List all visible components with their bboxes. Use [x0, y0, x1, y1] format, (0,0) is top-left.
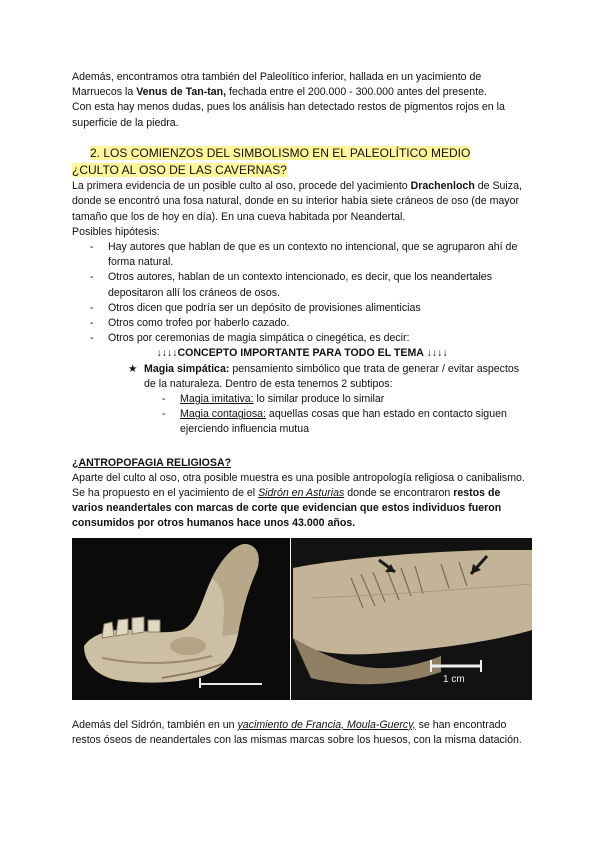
list-item: - Otros como trofeo por haberlo cazado.: [72, 316, 532, 331]
section2-heading: ¿ANTROPOFAGIA RELIGIOSA?: [72, 456, 232, 469]
magia-label: Magia simpática:: [144, 362, 230, 375]
cut-marks-photo: [291, 538, 532, 700]
list-item: [72, 392, 532, 407]
s2-text-b: donde se encontraron: [344, 487, 454, 500]
intro-text-c: fechada entre el 200.000 - 300.000 antes del presente.: [226, 86, 487, 99]
sub1-label: Magia imitativa:: [180, 393, 254, 406]
magia-simpatica-item: [72, 362, 532, 392]
hypotheses-list: [72, 240, 532, 346]
bone-figure: [72, 538, 532, 700]
cut-marks-illustration: [291, 538, 532, 700]
important-concept-line: ↓↓↓↓CONCEPTO IMPORTANTE PARA TODO EL TEMA ↓↓↓↓: [156, 347, 448, 360]
sub1-text: lo similar produce lo similar: [253, 393, 385, 406]
list-item: [72, 407, 532, 437]
section1-heading: [72, 145, 532, 179]
list-item: - Hay autores que hablan de que es un contexto no intencional, que se agruparon ahí de forma natural.: [72, 240, 532, 270]
star-icon: ★: [128, 362, 138, 375]
section1-heading-line2: ¿CULTO AL OSO DE LAS CAVERNAS?: [72, 163, 287, 178]
s1-text-a: La primera evidencia de un posible culto al oso, procede del yacimiento: [72, 180, 411, 193]
mandible-illustration: [72, 538, 290, 700]
magia-subtypes: [72, 392, 532, 438]
drachenloch-name: Drachenloch: [410, 180, 475, 193]
scale-label: 1 cm: [443, 673, 465, 685]
mandible-photo: [72, 538, 290, 700]
s2-text-a: Se ha propuesto en el yacimiento de el: [72, 487, 259, 500]
s2-p3-text-a: Además del Sidrón, también en un: [72, 718, 238, 731]
section1-heading-line1: 2. LOS COMIENZOS DEL SIMBOLISMO EN EL PALEOLÍTICO MEDIO: [90, 145, 471, 160]
section1-paragraph: [72, 179, 532, 225]
intro-text-a: Además, encontramos otra también del Paleolítico inferior, hallada en un yacimiento de Marruecos la: [72, 71, 482, 99]
magia-text: pensamiento simbólico que trata de generar / evitar aspectos de la naturaleza. Dentro de esta tenemos 2 subtipos:: [144, 362, 520, 390]
list-item: - Otros autores, hablan de un contexto intencionado, es decir, que los neandertales depositaron allí los cráneos de osos.: [72, 270, 532, 300]
hypotheses-label: Posibles hipótesis:: [72, 225, 160, 238]
s1-text-c: de Suiza, donde se encontró una fosa natural, donde en su interior había siete cráneos de oso (de mayor tamaño que los de hoy en día). En una cueva habitada por Neandertal.: [72, 180, 522, 223]
intro-text-2: Con esta hay menos dudas, pues los análisis han detectado restos de pigmentos rojos en la superficie de la piedra.: [72, 101, 505, 129]
s2-p3-text-b: se han encontrado restos óseos de neandertales con las mismas marcas sobre los huesos, con la misma datación.: [72, 718, 522, 746]
moula-guercy-link[interactable]: yacimiento de Francia, Moula-Guercy,: [237, 718, 416, 731]
s2-bold-text: restos de varios neandertales con marcas de corte que evidencian que estos individuos fueron consumidos por otros humanos hace unos 43.000 años.: [72, 487, 502, 530]
list-item: - Otros por ceremonias de magia simpática o cinegética, es decir:: [72, 331, 532, 346]
list-item: - Otros dicen que podría ser un depósito de provisiones alimenticias: [72, 301, 532, 316]
section2-p1: Aparte del culto al oso, otra posible muestra es una posible antropología religiosa o canibalismo.: [72, 471, 525, 484]
document-page: [72, 70, 532, 748]
venus-name: Venus de Tan-tan,: [136, 86, 227, 99]
section2-p2: [72, 486, 532, 532]
intro-paragraph: [72, 70, 532, 131]
sub2-label: Magia contagiosa:: [180, 408, 266, 421]
sidron-link[interactable]: Sidrón en Asturias: [258, 487, 345, 500]
section2-p3: [72, 718, 532, 748]
sub2-text: aquellas cosas que han estado en contacto siguen ejerciendo influencia mutua: [180, 408, 507, 436]
